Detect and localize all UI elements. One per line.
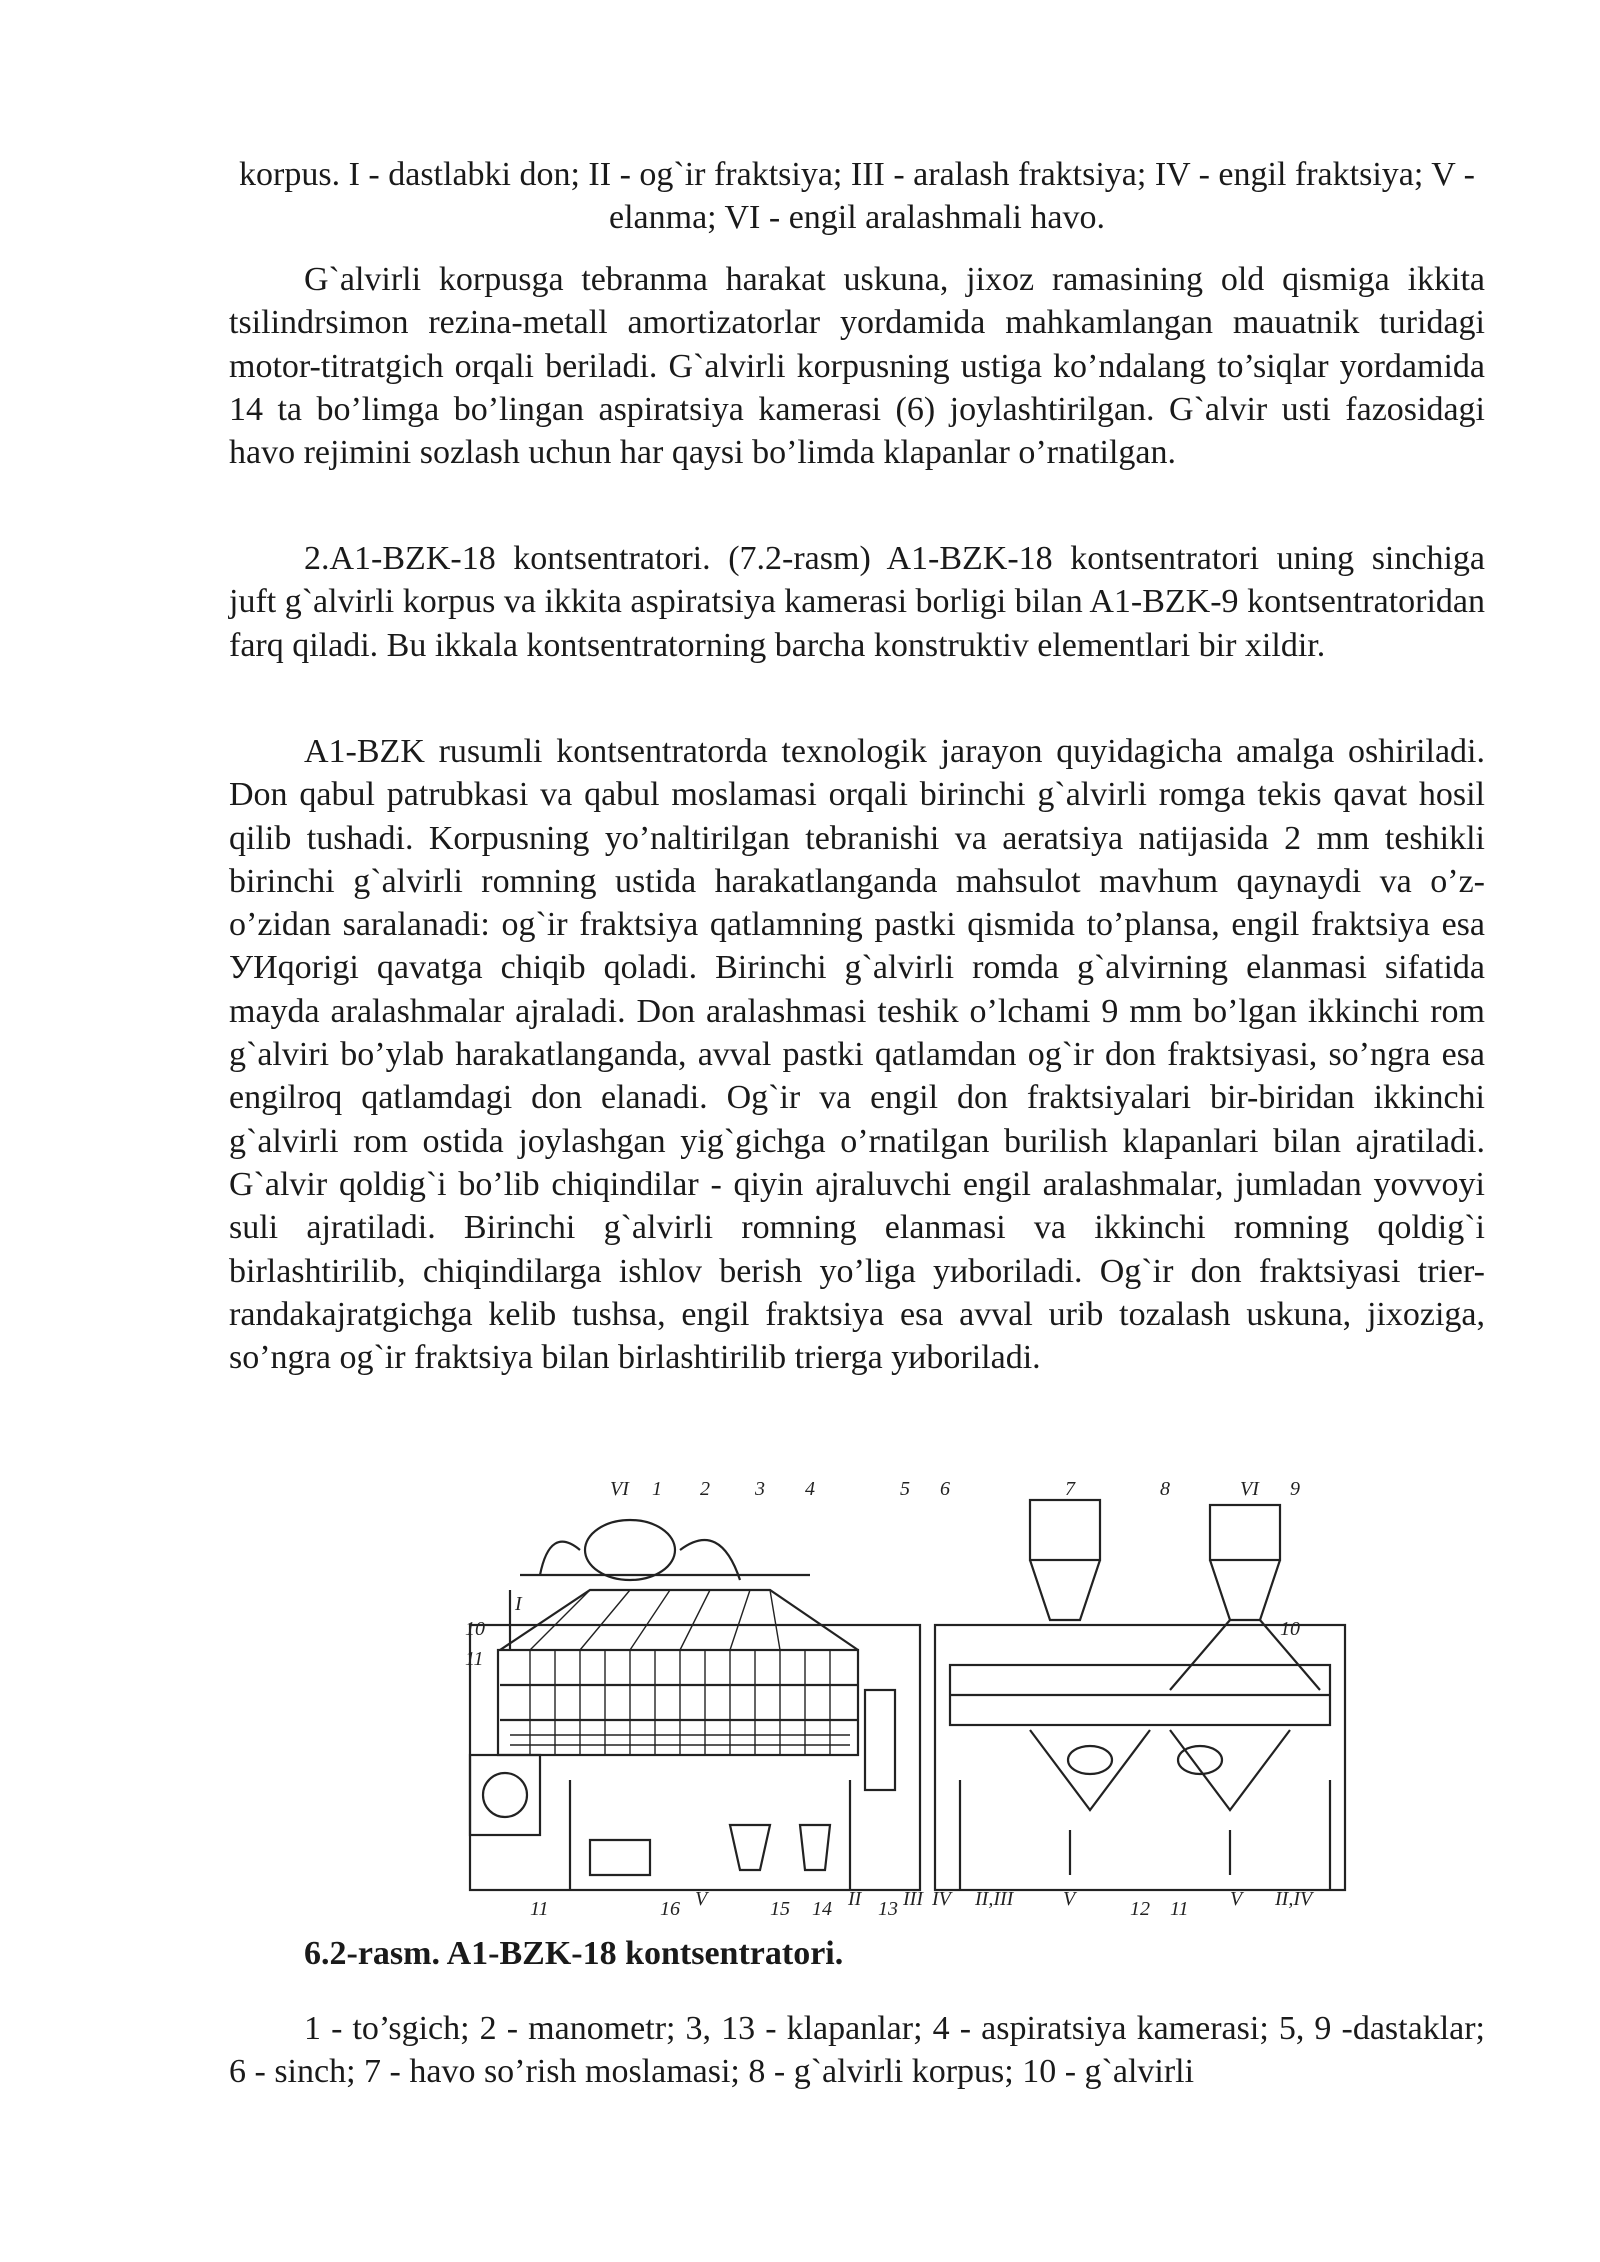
- label-top-2: 1: [652, 1478, 662, 1500]
- label-right-1: 10: [1280, 1618, 1300, 1640]
- label-bottom-14: V: [1230, 1888, 1243, 1910]
- label-bottom-9: IV: [932, 1888, 951, 1910]
- left-hood: [500, 1590, 858, 1650]
- label-bottom-3: V: [695, 1888, 708, 1910]
- label-top-9: 8: [1160, 1478, 1170, 1500]
- caption-continuation: korpus. I - dastlabki don; II - og`ir fraktsiya; III - aralash fraktsiya; IV - engil fraktsiya; V - elanma; VI - engil aralashmali havo.: [239, 156, 1475, 236]
- left-aspiration-chamber: [498, 1650, 858, 1755]
- label-left-1: I: [515, 1593, 522, 1615]
- paragraph-3: A1-BZK rusumli kontsentratorda texnologik jarayon quyidagicha amalga oshiriladi. Don qabul patrubkasi va qabul moslamasi orqali birinchi g`alvirli romga tekis qavat hosil qilib tushadi. Korpusning yo’naltirilgan tebranishi va aeratsiya natijasida 2 mm teshikli birinchi g`alvirli romning ustida harakatlanganda mahsulot mavhum qaynaydi va o’z-o’zidan saralanadi: og`ir fraktsiya qatlamning pastki qismida to’plansa, engil fraktsiya esa УИqorigi qavatga chiqib qoladi. Birinchi g`alvirli romda g`alvirning elanmasi sifatida mayda aralashmalar ajraladi. Don aralashmasi teshik o’lchami 9 mm bo’lgan ikkinchi rom g`alviri bo’ylab harakatlanganda, avval pastki qatlamdan og`ir don fraktsiyasi, so’ngra esa engilroq qatlamdagi don elanadi. Og`ir va engil don fraktsiyalari bir-biridan ikkinchi g`alvirli rom ostida joylashgan yig`gichga o’rnatilgan burilish klapanlari bilan ajratiladi. G`alvir qoldig`i bo’lib chiqindilar - qiyin ajraluvchi engil aralashmalar, jumladan yovvoyi suli ajratiladi. Birinchi g`alvirli romning elanmasi va ikkinchi romning qoldig`i birlashtirilib, chiqindilarga ishlov berish yo’liga yиboriladi. Og`ir don fraktsiyasi trier-randakajratgichga kelib tushsa, engil fraktsiya esa avval urib tozalash uskuna, jixoziga, so’ngra og`ir fraktsiya bilan birlashtirilib trierga yиboriladi.: [229, 733, 1485, 1377]
- left-fan: [585, 1520, 675, 1580]
- label-top-1: VI: [610, 1478, 629, 1500]
- label-left-2: 10: [465, 1618, 485, 1640]
- label-top-5: 4: [805, 1478, 815, 1500]
- label-bottom-10: II,III: [975, 1888, 1014, 1910]
- motor-box: [470, 1755, 540, 1835]
- label-bottom-5: 14: [812, 1898, 832, 1920]
- label-bottom-12: 12: [1130, 1898, 1150, 1920]
- label-bottom-1: 11: [530, 1898, 549, 1920]
- label-top-3: 2: [700, 1478, 710, 1500]
- label-bottom-6: II: [848, 1888, 862, 1910]
- paragraph-2: 2.A1-BZK-18 kontsentratori. (7.2-rasm) A1-BZK-18 kontsentratori uning sinchiga juft g`alvirli korpus va ikkita aspiratsiya kamerasi borligi bilan A1-BZK-9 kontsentratoridan farq qiladi. Bu ikkala kontsentratorning barcha konstruktiv elementlari bir xildir.: [229, 540, 1485, 664]
- left-frame: [470, 1625, 920, 1890]
- label-bottom-4: 15: [770, 1898, 790, 1920]
- label-top-10: VI: [1240, 1478, 1259, 1500]
- label-top-6: 5: [900, 1478, 910, 1500]
- label-bottom-7: 13: [878, 1898, 898, 1920]
- label-top-7: 6: [940, 1478, 950, 1500]
- air-intake-right: [1210, 1505, 1280, 1560]
- label-bottom-13: 11: [1170, 1898, 1189, 1920]
- label-bottom-8: III: [903, 1888, 923, 1910]
- label-top-4: 3: [755, 1478, 765, 1500]
- figure-legend: 1 - to’sgich; 2 - manometr; 3, 13 - klapanlar; 4 - aspiratsiya kamerasi; 5, 9 -dastaklar; 6 - sinch; 7 - havo so’rish moslamasi; 8 - g`alvirli korpus; 10 - g`alvirli: [229, 2010, 1485, 2091]
- concentrator-drawing: [465, 1478, 1350, 1920]
- label-left-3: 11: [465, 1648, 484, 1670]
- air-intake-left: [1030, 1500, 1100, 1560]
- label-bottom-11: V: [1063, 1888, 1076, 1910]
- concentrator-figure: [465, 1478, 1350, 1920]
- paragraph-1: G`alvirli korpusga tebranma harakat uskuna, jixoz ramasining old qismiga ikkita tsilindrsimon rezina-metall amortizatorlar yordamida mahkamlangan mauatnik turidagi motor-titratgich orqali beriladi. G`alvirli korpusning ustiga ko’ndalang to’siqlar yordamida 14 ta bo’limga bo’lingan aspiratsiya kamerasi (6) joylashtirilgan. G`alvir usti fazosidagi havo rejimini sozlash uchun har qaysi bo’limda klapanlar o’rnatilgan.: [229, 261, 1485, 472]
- label-bottom-15: II,IV: [1275, 1888, 1313, 1910]
- figure-title: 6.2-rasm. A1-BZK-18 kontsentratori.: [304, 1935, 844, 1972]
- label-top-11: 9: [1290, 1478, 1300, 1500]
- label-top-8: 7: [1065, 1478, 1075, 1500]
- label-bottom-2: 16: [660, 1898, 680, 1920]
